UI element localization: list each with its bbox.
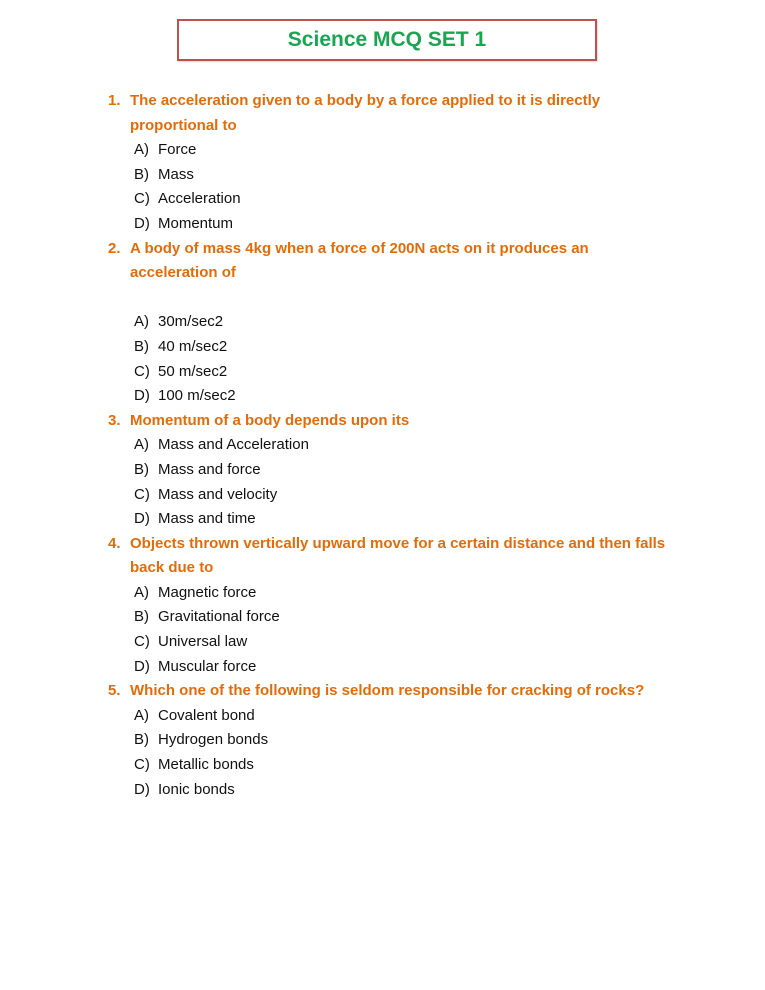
option-text: Hydrogen bonds	[158, 731, 269, 749]
option-text: Metallic bonds	[158, 756, 254, 774]
question-2	[108, 237, 668, 409]
option-letter: D)	[134, 780, 150, 798]
option-list	[108, 310, 668, 408]
option-text: Mass and time	[158, 510, 256, 528]
option-letter: C)	[134, 190, 150, 208]
option-a	[134, 310, 668, 335]
option-letter: D)	[134, 214, 150, 232]
question-3	[108, 409, 668, 532]
question-number: 4.	[108, 534, 121, 552]
option-text: Covalent bond	[158, 706, 255, 724]
question-heading	[108, 679, 668, 704]
question-heading	[108, 237, 668, 286]
option-b	[134, 458, 668, 483]
option-letter: B)	[134, 731, 149, 749]
option-c	[134, 483, 668, 508]
question-heading	[108, 532, 668, 581]
question-number: 1.	[108, 92, 121, 109]
question-4	[108, 532, 668, 680]
option-a	[134, 433, 668, 458]
option-text: Acceleration	[158, 190, 241, 208]
option-text: Force	[158, 141, 197, 159]
question-5	[108, 679, 668, 802]
option-a	[134, 581, 668, 606]
option-text: 40 m/sec2	[158, 337, 228, 355]
option-letter: B)	[134, 165, 149, 183]
option-letter: A)	[134, 141, 149, 159]
option-list	[108, 704, 668, 802]
option-list	[108, 433, 668, 531]
option-letter: A)	[134, 313, 149, 331]
option-text: 30m/sec2	[158, 313, 224, 331]
question-heading	[108, 89, 668, 138]
option-text: Gravitational force	[158, 608, 280, 626]
question-heading	[108, 409, 668, 434]
option-letter: B)	[134, 460, 149, 478]
blank-line	[108, 286, 668, 311]
title-box	[177, 19, 597, 61]
option-text: Mass and velocity	[158, 485, 278, 503]
option-text: Ionic bonds	[158, 780, 235, 798]
option-list	[108, 138, 668, 236]
option-b	[134, 163, 668, 188]
option-text: Mass and Acceleration	[158, 436, 309, 454]
option-c	[134, 187, 668, 212]
question-text: Which one of the following is seldom responsible for cracking of rocks?	[130, 682, 645, 700]
option-letter: A)	[134, 583, 149, 601]
option-c	[134, 630, 668, 655]
option-letter: A)	[134, 706, 149, 724]
option-letter: C)	[134, 485, 150, 503]
option-list	[108, 581, 668, 679]
option-letter: C)	[134, 633, 150, 651]
option-text: Mass and force	[158, 460, 261, 478]
option-text: Muscular force	[158, 657, 257, 675]
option-letter: C)	[134, 362, 150, 380]
question-text: A body of mass 4kg when a force of 200N acts on it produces an acceleration of	[130, 239, 589, 282]
question-text: The acceleration given to a body by a force applied to it is directly proportional to	[130, 92, 601, 134]
question-number: 3.	[108, 411, 121, 429]
option-letter: B)	[134, 337, 149, 355]
option-d	[134, 507, 668, 532]
option-d	[134, 212, 668, 237]
option-text: 50 m/sec2	[158, 362, 228, 380]
page-title: Science MCQ SET 1	[287, 28, 487, 51]
option-d	[134, 778, 668, 803]
option-text: 100 m/sec2	[158, 387, 236, 405]
question-number: 5.	[108, 682, 121, 700]
option-a	[134, 704, 668, 729]
option-c	[134, 753, 668, 778]
question-text: Objects thrown vertically upward move for a certain distance and then falls back due to	[130, 534, 666, 577]
option-text: Momentum	[158, 214, 234, 232]
option-b	[134, 728, 668, 753]
option-letter: C)	[134, 756, 150, 774]
option-b	[134, 605, 668, 630]
question-text: Momentum of a body depends upon its	[130, 411, 410, 429]
option-letter: D)	[134, 387, 150, 405]
option-text: Universal law	[158, 633, 248, 651]
option-text: Mass	[158, 165, 194, 183]
option-a	[134, 138, 668, 163]
option-text: Magnetic force	[158, 583, 257, 601]
question-number: 2.	[108, 239, 121, 257]
option-letter: B)	[134, 608, 149, 626]
question-1	[108, 89, 668, 237]
option-letter: A)	[134, 436, 149, 454]
option-letter: D)	[134, 510, 150, 528]
question-list	[108, 89, 668, 802]
option-d	[134, 384, 668, 409]
option-b	[134, 335, 668, 360]
option-letter: D)	[134, 657, 150, 675]
option-d	[134, 655, 668, 680]
option-c	[134, 360, 668, 385]
